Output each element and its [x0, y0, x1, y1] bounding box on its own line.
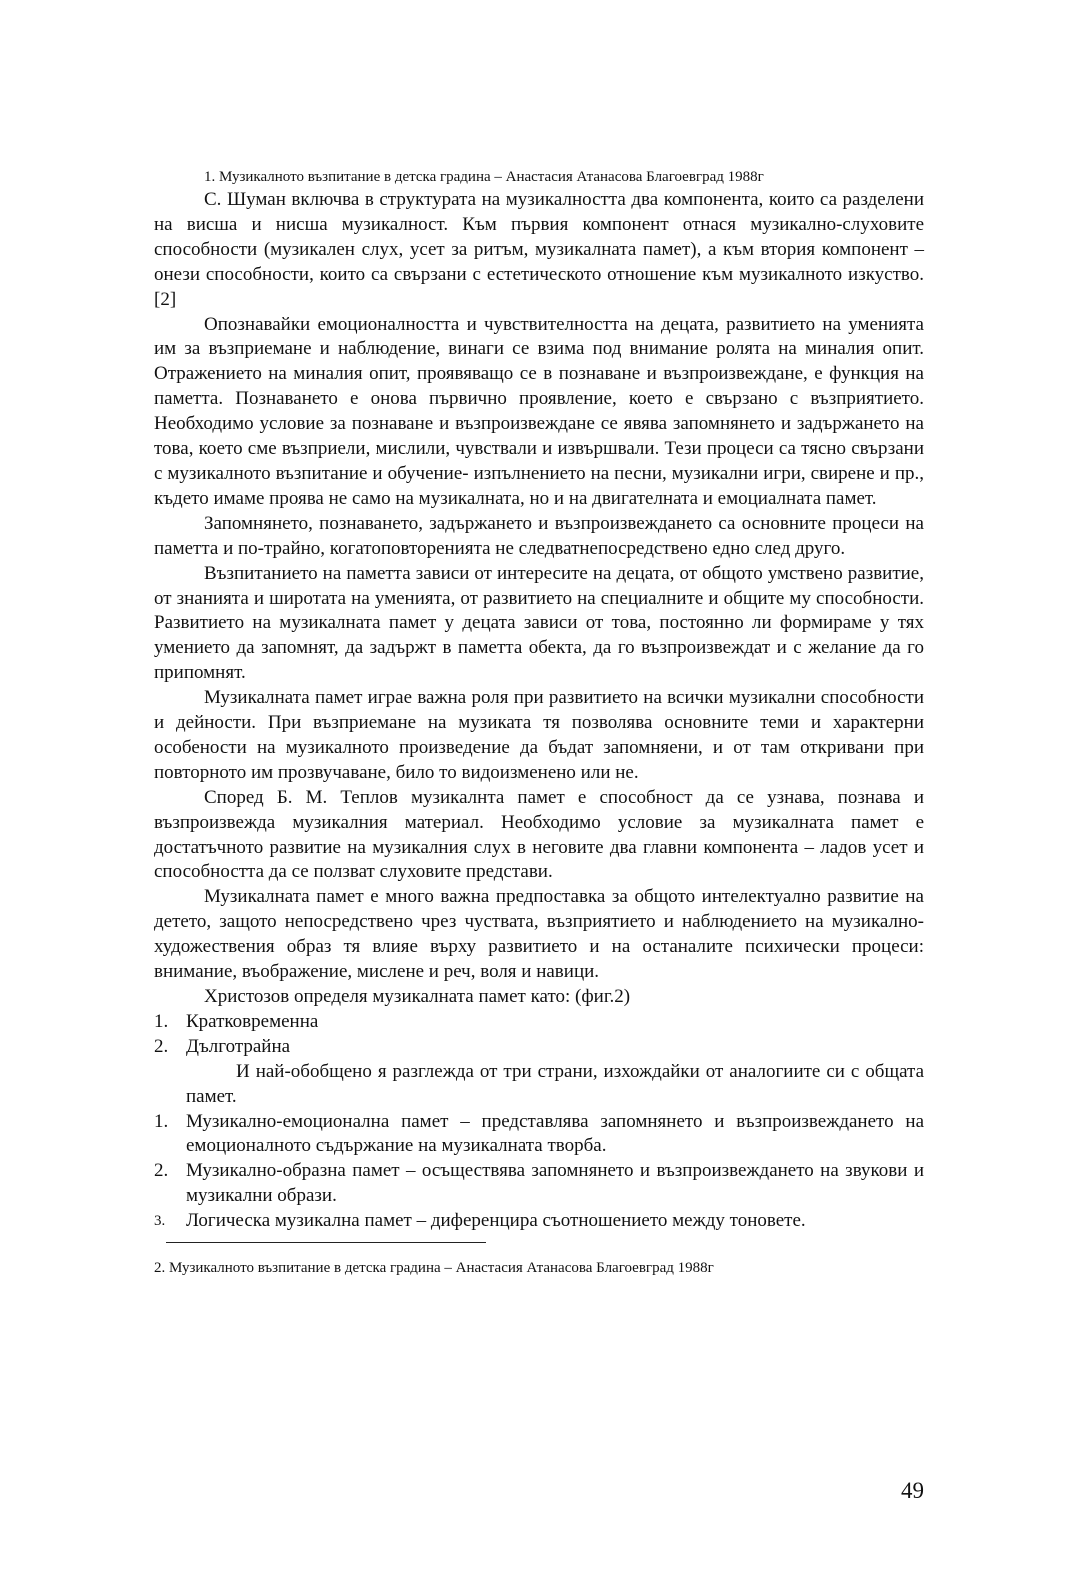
list2-intro: И най-обобщено я разглежда от три страни, изхождайки от аналогиите си с общата памет.	[186, 1060, 924, 1107]
memory-aspects-list	[154, 1110, 924, 1235]
footnote-top: 1. Музикалното възпитание в детска градина – Анастасия Атанасова Благоевград 1988г	[204, 169, 764, 185]
page-number: 49	[901, 1478, 924, 1503]
list-item	[154, 1110, 924, 1160]
paragraph-5: Музикалната памет играе важна роля при развитието на всички музикални способности и дейности. При възприемане на музиката тя позволява основните теми и характерни особености на музикалното произведение да бъдат запомняени, и от там откривани при повторното им прозвучаване, било то видоизменено или не.	[154, 687, 924, 783]
list-item-text: Логическа музикална памет – диференцира съотношението между тоновете.	[186, 1210, 806, 1232]
list-item-number: 3.	[154, 1213, 166, 1230]
list-item-text: Музикално-емоционална памет – представлява запомнянето и възпроизвеждането на емоционалното съдържание на музикалната творба.	[186, 1110, 924, 1157]
paragraph-6: Според Б. М. Теплов музикалнта памет е способност да се узнава, познава и възпроизвежда музикалния материал. Необходимо условие за музикалната памет е достатъчното развитие на музикалния слух в неговите два главни компонента – ладов усет и способността да се ползват слуховите представи.	[154, 786, 924, 883]
list-item-text: Дълготрайна	[186, 1035, 291, 1057]
memory-types-list	[154, 1010, 924, 1060]
page-content	[154, 166, 924, 1279]
list-item	[154, 1010, 924, 1035]
footnote-bottom: 2. Музикалното възпитание в детска градина – Анастасия Атанасова Благоевград 1988г	[154, 1260, 714, 1277]
list-item-text: Кратковременна	[186, 1010, 319, 1032]
list-item-number: 2.	[154, 1160, 169, 1182]
list-intro: Христозов определя музикалната памет като: (фиг.2)	[204, 986, 631, 1007]
paragraph-1: С. Шуман включва в структурата на музикалността два компонента, които са разделени на висша и нисша музикалност. Към първия компонент отнася музикално-слуховите способности (музикален слух, усет за ритъм, музикалната памет), а към втория компонент – онези способности, които са свързани с естетическото отношение към музикалното изкуство. [2]	[154, 189, 924, 310]
paragraph-7: Музикалната памет е много важна предпоставка за общото интелектуално развитие на детето, защото непосредствено чрез чуствата, възприятието и наблюдението на музикално-художествения образ тя влияе върху развитието и на останалите психически процеси: внимание, въображение, мислене и реч, воля и навици.	[154, 886, 924, 983]
list-item	[154, 1035, 924, 1060]
paragraph-3: Запомнянето, познаването, задържането и възпроизвеждането са основните процеси на паметта и по-трайно, когатоповторенията не следватнепосредствено едно след друго.	[154, 512, 924, 559]
list-item-number: 1.	[154, 1110, 169, 1132]
list-item-number: 1.	[154, 1010, 169, 1032]
list-item	[154, 1159, 924, 1209]
footnote-separator	[166, 1242, 486, 1243]
paragraph-2: Опознавайки емоционалността и чувствителността на децата, развитието на уменията им за възприемане и наблюдение, винаги се взима под внимание ролята на миналия опит. Отражението на миналия опит, проявяващо се в познаване и възпроизвеждане, е функция на паметта. Познаването е онова първично проявление, което е свързано с възприятието. Необходимо условие за познаване и възпроизвеждане се явява запомнянето и задържането на това, което сме възприели, мислили, чувствали и извършвали. Тези процеси са тясно свързани с музикалното възпитание и обучение- изпълнението на песни, музикални игри, свирене и пр., където имаме проява не само на музикалната, но и на двигателната и емоциалната памет.	[154, 313, 924, 509]
paragraph-4: Възпитанието на паметта зависи от интересите на децата, от общото умствено развитие, от знанията и широтата на уменията, от развитието на специалните и общите му способности. Развитието на музикалната памет у децата зависи от това, постоянно ли формираме у тях умението да запомнят, да задържт в паметта обекта, да го възпроизвеждат и с желание да го припомнят.	[154, 562, 924, 684]
list-item	[154, 1209, 924, 1234]
list-item-text: Музикално-образна памет – осъществява запомнянето и възпроизвеждането на звукови и музикални образи.	[186, 1160, 924, 1207]
list-item-number: 2.	[154, 1035, 169, 1057]
